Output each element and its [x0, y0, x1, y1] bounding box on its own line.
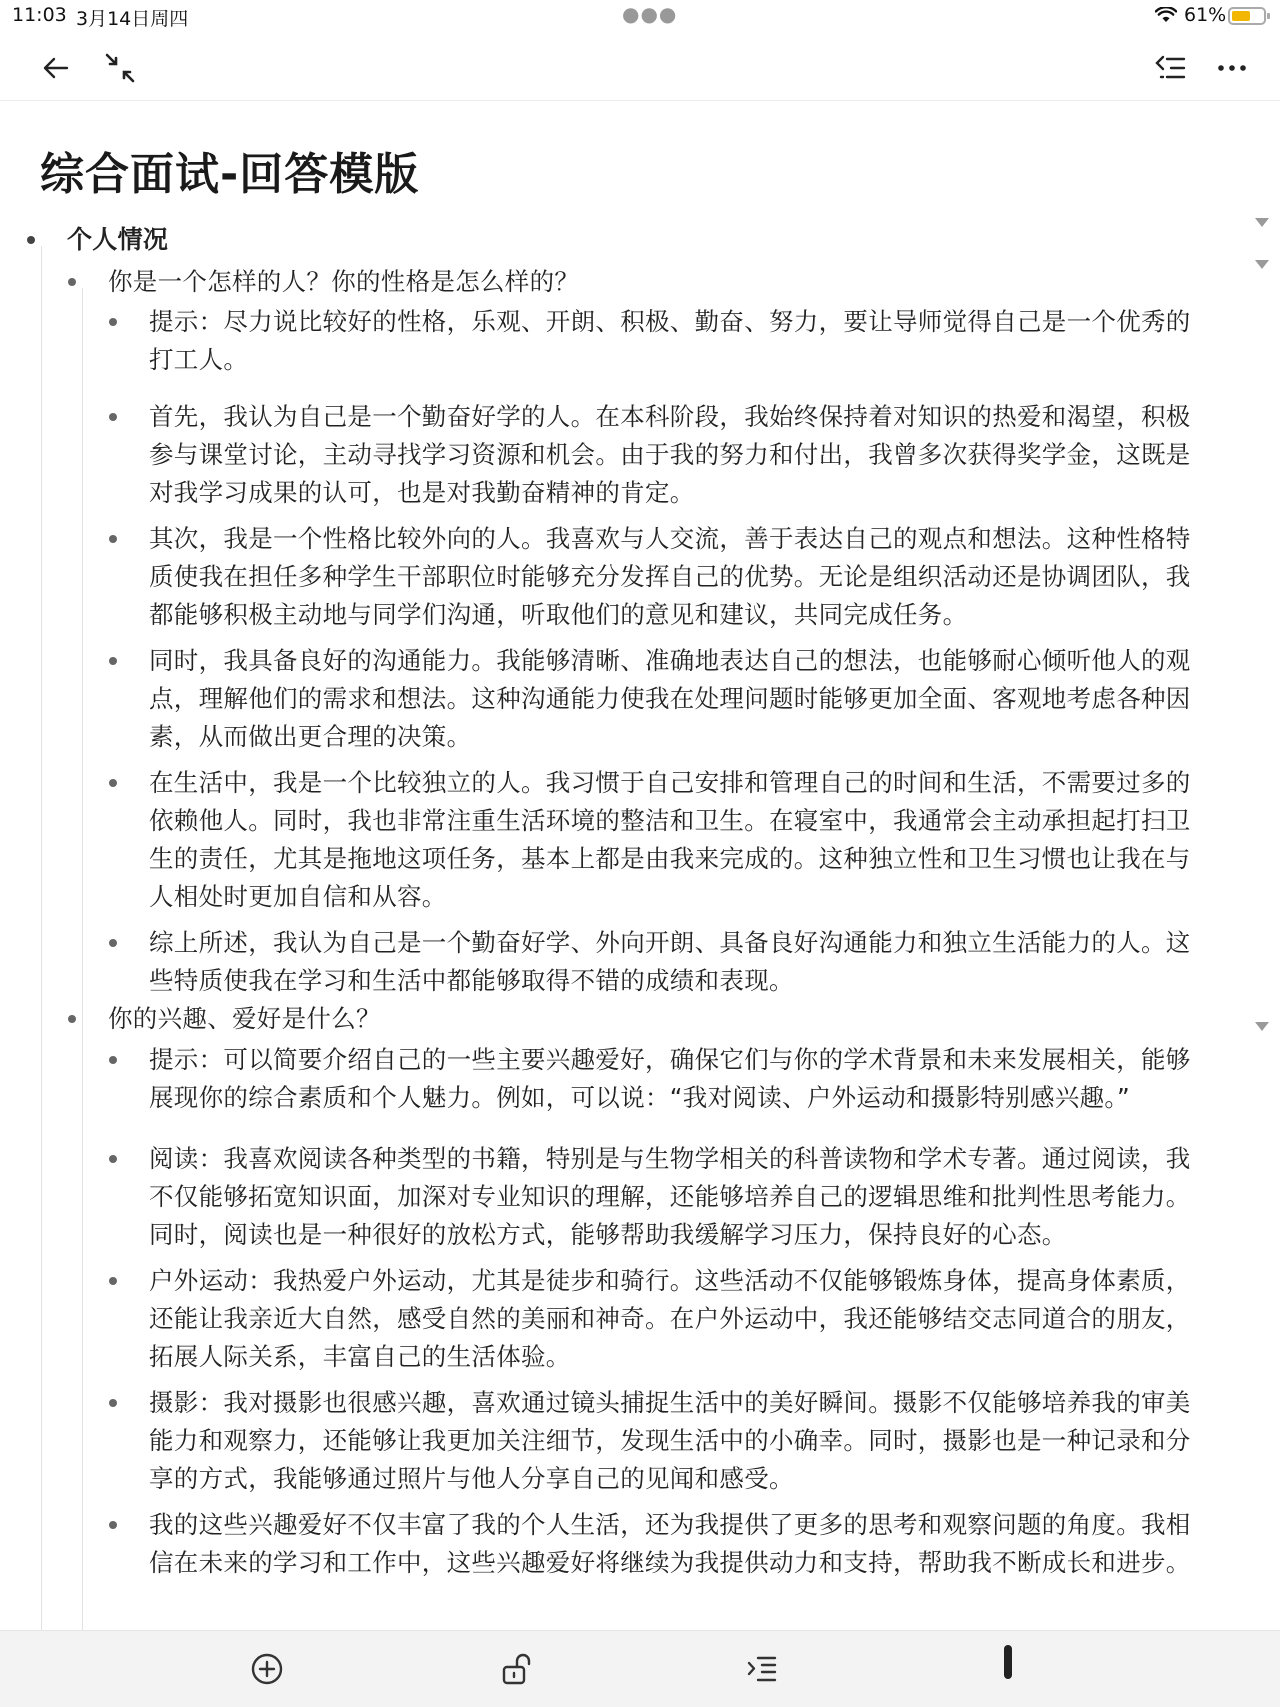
status-date: 3月14日周四 — [76, 8, 189, 30]
status-bar — [0, 0, 1280, 34]
add-node-button[interactable] — [247, 1649, 287, 1689]
more-button[interactable] — [1212, 48, 1252, 88]
wifi-icon — [1155, 6, 1177, 28]
answer-item-text: 户外运动：我热爱户外运动，尤其是徒步和骑行。这些活动不仅能够锻炼身体，提高身体素质，还能让我亲近大自然，感受自然的美丽和神奇。在户外运动中，我还能够结交志同道合的朋友，拓展人际关系，丰富自己的生活体验。 — [149, 1266, 1191, 1371]
multitask-dots-icon[interactable]: ●●● — [622, 2, 678, 26]
bullet-dot — [68, 1015, 76, 1023]
answer-item-text: 在生活中，我是一个比较独立的人。我习惯于自己安排和管理自己的时间和生活，不需要过多的依赖他人。同时，我也非常注重生活环境的整洁和卫生。在寝室中，我通常会主动承担起打扫卫生的责任，尤其是拖地这项任务，基本上都是由我来完成的。这种独立性和卫生习惯也让我在与人相处时更加自信和从容。 — [149, 768, 1191, 911]
top-toolbar — [0, 34, 1280, 101]
indent-icon — [746, 1654, 778, 1684]
question-item-text: 你的兴趣、爱好是什么？ — [108, 1004, 381, 1033]
collapse-toggle[interactable] — [1255, 1022, 1269, 1031]
home-indicator — [1004, 1645, 1012, 1679]
answer-item — [149, 1506, 1209, 1582]
answer-item-text: 其次，我是一个性格比较外向的人。我喜欢与人交流，善于表达自己的观点和想法。这种性格特质使我在担任多种学生干部职位时能够充分发挥自己的优势。无论是组织活动还是协调团队，我都能够积极主动地与同学们沟通，听取他们的意见和建议，共同完成任务。 — [149, 524, 1191, 629]
bullet-dot — [109, 535, 117, 543]
answer-item-text: 提示：可以简要介绍自己的一些主要兴趣爱好，确保它们与你的学术背景和未来发展相关，能够展现你的综合素质和个人魅力。例如，可以说：“我对阅读、户外运动和摄影特别感兴趣。” — [149, 1045, 1191, 1112]
more-dots-icon — [1217, 64, 1247, 72]
battery-icon — [1228, 7, 1266, 25]
page-title: 综合面试-回答模版 — [40, 149, 420, 200]
collapse-toggle[interactable] — [1255, 218, 1269, 227]
bullet-dot — [109, 779, 117, 787]
answer-item — [149, 924, 1209, 1000]
answer-item — [149, 1262, 1209, 1376]
collapse-button[interactable] — [100, 48, 140, 88]
arrow-left-icon — [41, 53, 71, 83]
answer-item-text: 同时，我具备良好的沟通能力。我能够清晰、准确地表达自己的想法，也能够耐心倾听他人的观点，理解他们的需求和想法。这种沟通能力使我在处理问题时能够更加全面、客观地考虑各种因素，从而做出更合理的决策。 — [149, 646, 1191, 751]
answer-item — [149, 303, 1209, 379]
answer-item-text: 我的这些兴趣爱好不仅丰富了我的个人生活，还为我提供了更多的思考和观察问题的角度。我相信在未来的学习和工作中，这些兴趣爱好将继续为我提供动力和支持，帮助我不断成长和进步。 — [149, 1510, 1191, 1577]
answer-item-text: 阅读：我喜欢阅读各种类型的书籍，特别是与生物学相关的科普读物和学术专著。通过阅读，我不仅能够拓宽知识面，加深对专业知识的理解，还能够培养自己的逻辑思维和批判性思考能力。同时，阅读也是一种很好的放松方式，能够帮助我缓解学习压力，保持良好的心态。 — [149, 1144, 1191, 1249]
battery-percent: 61% — [1184, 4, 1227, 26]
outline-button[interactable] — [1150, 48, 1190, 88]
bullet-dot — [109, 939, 117, 947]
bullet-dot — [109, 318, 117, 326]
bullet-dot — [109, 657, 117, 665]
answer-item-text: 综上所述，我认为自己是一个勤奋好学、外向开朗、具备良好沟通能力和独立生活能力的人。这些特质使我在学习和生活中都能够取得不错的成绩和表现。 — [149, 928, 1191, 995]
question-item-text: 你是一个怎样的人？你的性格是怎么样的？ — [108, 267, 580, 296]
bullet-dot — [109, 1056, 117, 1064]
answer-item — [149, 1041, 1209, 1117]
answer-item — [149, 520, 1209, 634]
bullet-dot — [109, 1521, 117, 1529]
question-item — [108, 1000, 1208, 1038]
answer-item — [149, 1140, 1209, 1254]
section-item-text: 个人情况 — [67, 225, 169, 254]
status-time: 11:03 — [12, 4, 67, 26]
bullet-dot — [109, 413, 117, 421]
document-content — [0, 100, 1280, 1630]
bullet-dot — [109, 1277, 117, 1285]
bullet-dot — [109, 1155, 117, 1163]
lock-button[interactable] — [497, 1649, 537, 1689]
answer-item — [149, 1384, 1209, 1498]
collapse-toggle[interactable] — [1255, 260, 1269, 269]
answer-item-text: 摄影：我对摄影也很感兴趣，喜欢通过镜头捕捉生活中的美好瞬间。摄影不仅能够培养我的审美能力和观察力，还能够让我更加关注细节，发现生活中的小确幸。同时，摄影也是一种记录和分享的方式，我能够通过照片与他人分享自己的见闻和感受。 — [149, 1388, 1191, 1493]
answer-item-text: 首先，我认为自己是一个勤奋好学的人。在本科阶段，我始终保持着对知识的热爱和渴望，积极参与课堂讨论，主动寻找学习资源和机会。由于我的努力和付出，我曾多次获得奖学金，这既是对我学习成果的认可，也是对我勤奋精神的肯定。 — [149, 402, 1191, 507]
answer-item — [149, 642, 1209, 756]
bullet-dot — [27, 236, 35, 244]
section-item — [67, 221, 967, 259]
indent-button[interactable] — [742, 1649, 782, 1689]
answer-item-text: 提示：尽力说比较好的性格，乐观、开朗、积极、勤奋、努力，要让导师觉得自己是一个优秀的打工人。 — [149, 307, 1191, 374]
unlock-icon — [501, 1652, 533, 1686]
add-circle-icon — [250, 1652, 284, 1686]
indent-guide — [41, 246, 42, 1630]
answer-item — [149, 764, 1209, 916]
indent-guide — [82, 288, 83, 1630]
bottom-toolbar — [0, 1630, 1280, 1707]
collapse-arrows-icon — [103, 51, 137, 85]
outline-list-icon — [1153, 53, 1187, 83]
bullet-dot — [68, 278, 76, 286]
back-button[interactable] — [36, 48, 76, 88]
bullet-dot — [109, 1399, 117, 1407]
question-item — [108, 263, 1208, 301]
answer-item — [149, 398, 1209, 512]
